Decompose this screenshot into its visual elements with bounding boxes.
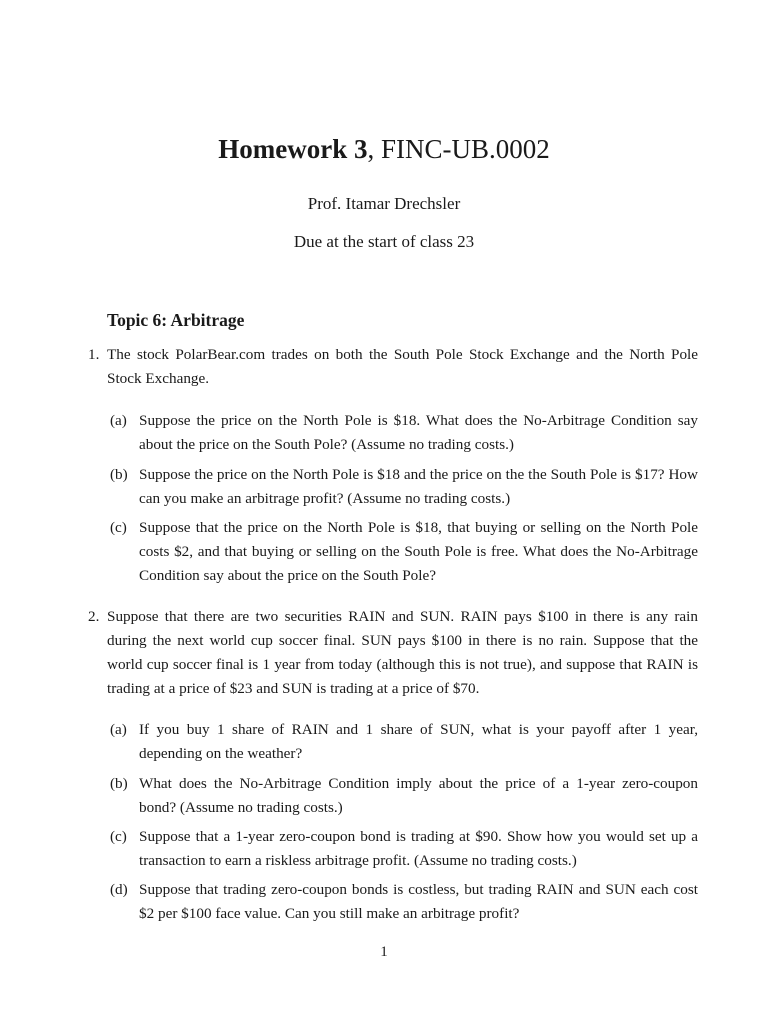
question-1-part-b: [110, 463, 698, 511]
question-number: 1.: [88, 346, 100, 363]
question-2-part-b: [110, 772, 698, 820]
part-text: Suppose the price on the North Pole is $18 and the price on the the South Pole is $17? How can you make an arbitrage profit? (Assume no trading costs.): [139, 466, 698, 507]
question-1-part-c: [110, 516, 698, 588]
professor-name: Prof. Itamar Drechsler: [307, 194, 461, 213]
page-number: 1: [380, 944, 388, 960]
part-label: (d): [110, 881, 128, 898]
question-1-part-a: [110, 409, 698, 457]
part-label: (b): [110, 775, 128, 792]
part-text: Suppose that trading zero-coupon bonds is costless, but trading RAIN and SUN each cost $2 per $100 face value. Can you still make an arbitrage profit?: [139, 881, 698, 922]
question-2-part-d: [110, 878, 698, 926]
question-number: 2.: [88, 608, 100, 625]
part-text: What does the No-Arbitrage Condition imply about the price of a 1-year zero-coupon bond? (Assume no trading costs.): [139, 775, 698, 816]
part-label: (a): [110, 721, 127, 738]
part-text: If you buy 1 share of RAIN and 1 share of SUN, what is your payoff after 1 year, depending on the weather?: [139, 721, 698, 762]
part-text: Suppose that a 1-year zero-coupon bond is trading at $90. Show how you would set up a transaction to earn a riskless arbitrage profit. (Assume no trading costs.): [139, 828, 698, 869]
part-label: (b): [110, 466, 128, 483]
part-label: (c): [110, 828, 127, 845]
question-2-part-c: [110, 825, 698, 873]
part-label: (c): [110, 519, 127, 536]
question-2: [88, 605, 698, 701]
document-title: [0, 132, 768, 166]
question-text: The stock PolarBear.com trades on both the South Pole Stock Exchange and the North Pole Stock Exchange.: [107, 346, 698, 387]
part-text: Suppose the price on the North Pole is $18. What does the No-Arbitrage Condition say about the price on the South Pole? (Assume no trading costs.): [139, 412, 698, 453]
due-date: Due at the start of class 23: [293, 232, 475, 251]
part-text: Suppose that the price on the North Pole is $18, that buying or selling on the North Pole costs $2, and that buying or selling on the South Pole is free. What does the No-Arbitrage Condition say about the price on the South Pole?: [139, 519, 698, 584]
question-text: Suppose that there are two securities RAIN and SUN. RAIN pays $100 in there is any rain during the next world cup soccer final. SUN pays $100 in there is no rain. Suppose that the world cup soccer final is 1 year from today (although this is not true), and suppose that RAIN is trading at a price of $23 and SUN is trading at a price of $70.: [107, 608, 698, 697]
question-2-part-a: [110, 718, 698, 766]
title-course: , FINC-UB.0002: [367, 134, 550, 164]
part-label: (a): [110, 412, 127, 429]
title-main: Homework 3: [218, 134, 368, 164]
question-1: [88, 343, 698, 391]
topic-heading: Topic 6: Arbitrage: [107, 310, 245, 330]
